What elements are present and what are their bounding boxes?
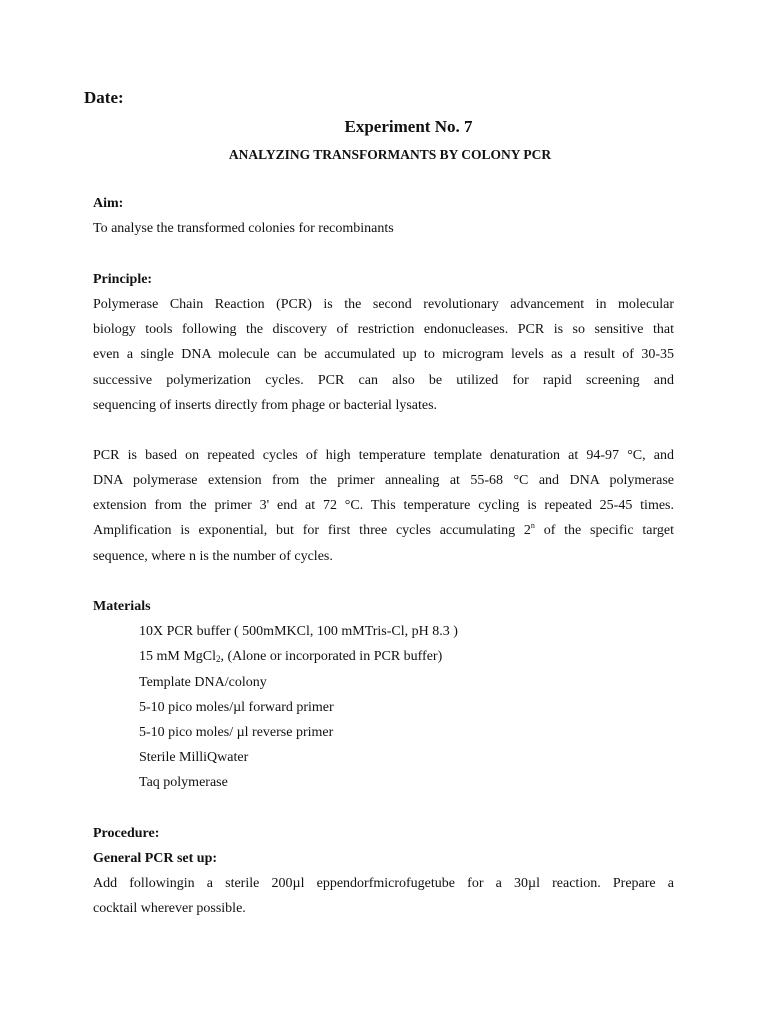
material-item: Sterile MilliQwater [139, 750, 249, 765]
page-title: Experiment No. 7 [344, 117, 473, 136]
material-item: 5-10 pico moles/ µl reverse primer [139, 725, 334, 740]
material-item [139, 649, 442, 665]
materials-heading: Materials [93, 599, 151, 614]
principle-p2-text: Amplification is exponential, but for first three cycles accumulating 2 [93, 523, 531, 538]
material-item-text: , (Alone or incorporated in PCR buffer) [220, 649, 443, 664]
procedure-line: Add followingin a sterile 200µl eppendorfmicrofugetube for a 30µl reaction. Prepare a [93, 876, 674, 891]
procedure-subheading: General PCR set up: [93, 851, 218, 866]
procedure-heading: Procedure: [93, 826, 160, 841]
material-item-text: 15 mM MgCl [139, 649, 217, 664]
principle-p2-line: sequence, where n is the number of cycles. [93, 549, 333, 564]
principle-heading: Principle: [93, 272, 153, 287]
principle-p2-line: PCR is based on repeated cycles of high temperature template denaturation at 94-97 °C, and [93, 448, 674, 463]
principle-p1-line: even a single DNA molecule can be accumulated up to microgram levels as a result of 30-35 [93, 347, 674, 362]
material-item: 10X PCR buffer ( 500mMKCl, 100 mMTris-Cl, pH 8.3 ) [139, 624, 458, 639]
principle-p1-line: Polymerase Chain Reaction (PCR) is the second revolutionary advancement in molecular [93, 297, 674, 312]
subscript-2: 2 [216, 654, 221, 664]
principle-p2-line: extension from the primer 3' end at 72 °C. This temperature cycling is repeated 25-45 times. [93, 498, 674, 513]
aim-text: To analyse the transformed colonies for recombinants [93, 221, 394, 236]
principle-p1-line: sequencing of inserts directly from phage or bacterial lysates. [93, 398, 438, 413]
material-item: Template DNA/colony [139, 675, 267, 690]
procedure-line: cocktail wherever possible. [93, 901, 246, 916]
material-item: 5-10 pico moles/µl forward primer [139, 700, 334, 715]
superscript-n: n [530, 521, 535, 530]
date-label: Date: [84, 88, 124, 107]
principle-p2-line: DNA polymerase extension from the primer annealing at 55-68 °C and DNA polymerase [93, 473, 674, 488]
aim-heading: Aim: [93, 196, 124, 211]
principle-p2-line [93, 523, 674, 539]
principle-p2-text: of the specific target [534, 523, 674, 538]
principle-p1-line: biology tools following the discovery of restriction endonucleases. PCR is so sensitive that [93, 322, 674, 337]
page-subtitle: ANALYZING TRANSFORMANTS BY COLONY PCR [228, 147, 552, 162]
material-item: Taq polymerase [139, 775, 228, 790]
principle-p1-line: successive polymerization cycles. PCR can also be utilized for rapid screening and [93, 373, 674, 388]
